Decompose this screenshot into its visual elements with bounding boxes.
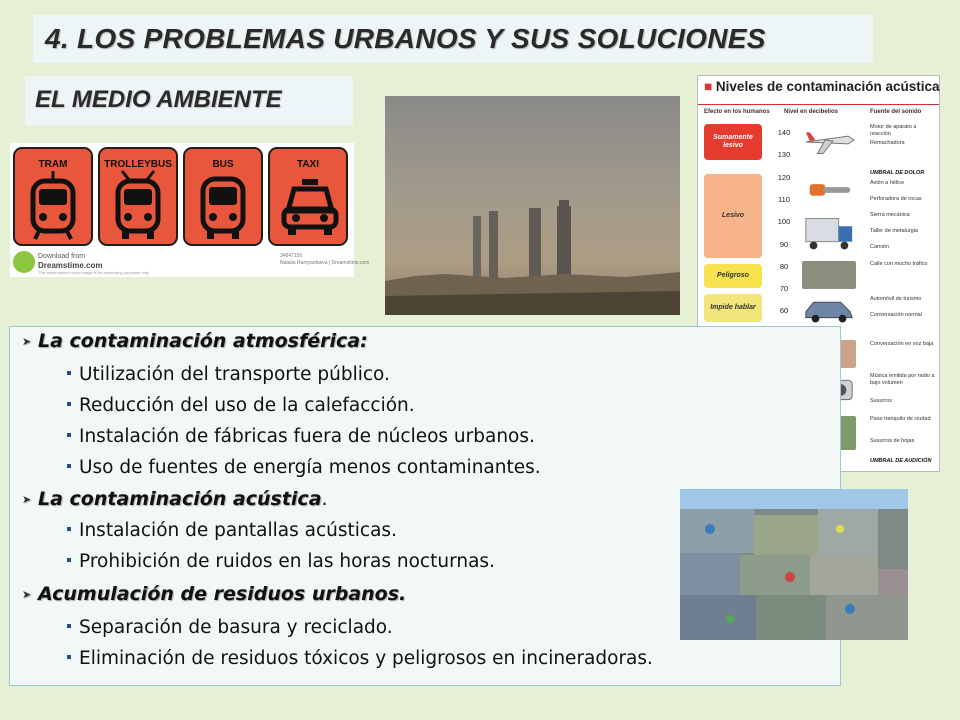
transport-image [10,143,370,277]
noise-category: Sumamente lesivo [704,124,762,160]
square-bullet-icon [67,371,71,375]
truck-icon [802,212,856,254]
sound-source: Taller de metalurgia [870,228,918,234]
trolleybus-icon [112,171,164,241]
traffic-street-photo [802,261,856,289]
sound-source: Calle con mucho tráfico [870,261,928,267]
bus-icon [197,171,249,241]
square-bullet-icon [67,655,71,659]
list-item: Eliminación de residuos tóxicos y peligrosos en incineradoras. [67,648,653,669]
airplane-icon [802,124,856,158]
sound-source: Paso tranquilo de ciudad [870,416,931,422]
taxi-tile [268,147,348,246]
slide-subtitle: EL MEDIO AMBIENTE [35,86,282,113]
noise-category: Peligroso [704,264,762,288]
car-icon [802,292,856,324]
decibel-value: 130 [777,150,791,160]
waste-bales-photo [680,489,908,640]
trolleybus-tile [98,147,178,246]
credit-line-1: Download from [38,253,86,260]
sound-source: Automóvil de turismo [870,296,922,302]
subtitle-box [25,76,353,125]
decibel-value: 70 [779,284,789,294]
list-item: Separación de basura y reciclado. [67,617,393,638]
noise-header-source: Fuente del sonido [870,109,922,115]
credit-author: Natalia Rumyantseva | Dreamstime.com [280,260,370,266]
list-item: Prohibición de ruidos en las horas nocturnas. [67,551,495,572]
decibel-value: 140 [777,128,791,137]
noise-levels-chart: ■ Niveles de contaminación acústica Efecto en los humanos Nivel en decibelios Fuente del sonido Sumamente lesivo Lesivo Peligroso Impide hablar 140 130 120 110 100 90 80 70 60 Motor de aparato a reacción Remachadora Avión a hélice Perforadora de rocas Sierra mecánica Taller de metalurgia Camión Calle con mucho tráfico Automóvil de turismo Conversación normal Conversación en voz baja Música emitida por radio a bajo volumen Susurros Paso tranquilo de ciudad Susurros de hojas UMBRAL DE DOLOR UMBRAL DE AUDICIÓN [697,75,940,472]
decibel-value: 110 [778,194,790,204]
tram-label: TRAM [38,159,68,170]
list-item: Uso de fuentes de energía menos contaminantes. [67,457,541,478]
noise-header-effect: Efecto en los humanos [704,109,770,115]
section-heading-noise: ➤ La contaminación acústica. [22,488,328,510]
taxi-icon [282,171,338,241]
sound-source: Conversación normal [870,312,922,318]
sound-source: Sierra mecánica [870,212,910,218]
decibel-value: 90 [779,239,789,249]
sound-source: Conversación en voz baja [870,341,934,347]
decibel-value: 80 [779,261,789,271]
dreamstime-credit [10,247,370,277]
square-bullet-icon [67,558,71,562]
sound-source: Música emitida por radio a bajo volumen [870,373,935,386]
decibel-value: 100 [777,217,791,227]
decibel-value: 60 [779,306,789,316]
pain-threshold-label: UMBRAL DE DOLOR [870,170,925,176]
dreamstime-logo-icon [13,251,35,273]
arrow-bullet-icon: ➤ [22,588,32,601]
title-box [33,15,873,63]
noise-category: Impide hablar [704,294,762,322]
sound-source: Susurros [870,398,893,404]
square-bullet-icon [67,624,71,628]
arrow-bullet-icon: ➤ [22,335,32,348]
section-heading-waste: ➤ Acumulación de residuos urbanos. [22,583,407,605]
square-bullet-icon [67,433,71,437]
sound-source: Remachadora [870,140,905,146]
sound-source: Avión a hélice [870,180,905,186]
sound-source: Perforadora de rocas [870,196,922,202]
section-heading-air: ➤ La contaminación atmosférica: [22,330,368,352]
square-bullet-icon [67,527,71,531]
trolleybus-label: TROLLEYBUS [104,159,172,170]
sound-source: Motor de aparato a reacción [870,124,917,137]
sound-source: Camión [870,244,889,250]
sound-source: Susurros de hojas [870,438,915,444]
slide-title: 4. LOS PROBLEMAS URBANOS Y SUS SOLUCIONES [45,23,766,54]
arrow-bullet-icon: ➤ [22,493,32,506]
list-item: Reducción del uso de la calefacción. [67,395,415,416]
bus-label: BUS [212,159,234,170]
bus-tile [183,147,263,246]
list-item: Instalación de fábricas fuera de núcleos urbanos. [67,426,535,447]
credit-line-2: Dreamstime.com [38,261,103,270]
tram-icon [27,171,79,241]
taxi-label: TAXI [296,159,320,170]
chainsaw-icon [802,174,856,204]
list-item: Instalación de pantallas acústicas. [67,520,397,541]
credit-id: 34647150 [280,253,303,259]
noise-header-decibels: Nivel en decibelios [784,109,839,115]
square-bullet-icon [67,402,71,406]
hearing-threshold-label: UMBRAL DE AUDICIÓN [870,458,932,464]
list-item: Utilización del transporte público. [67,364,390,385]
noise-chart-title: Niveles de contaminación acústica [715,79,940,94]
tram-tile [13,147,93,246]
credit-small: This watermarked comp image is for previewing purposes only. [38,270,150,275]
square-bullet-icon [67,464,71,468]
decibel-value: 120 [777,172,791,182]
smog-city-photo [385,96,680,315]
noise-category: Lesivo [704,174,762,258]
